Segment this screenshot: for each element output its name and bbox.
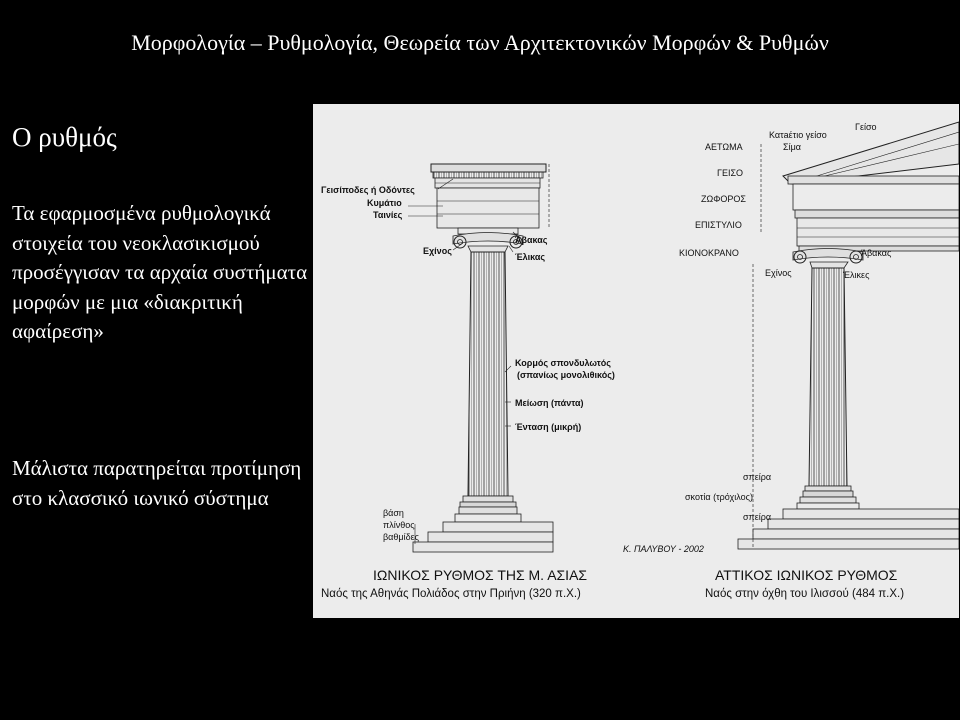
label-kionokrano: ΚΙΟΝΟΚΡΑΝΟ: [679, 248, 739, 258]
label-tainies: Ταινίες: [373, 210, 403, 220]
label-vathmides: βαθμίδες: [383, 532, 419, 542]
label-speira-bottom: σπείρα: [743, 512, 772, 522]
label-epistylio: ΕΠΙΣΤΥΛΙΟ: [695, 220, 742, 230]
author-credit: Κ. ΠΑΛΥΒΟΥ - 2002: [623, 544, 704, 554]
caption-left-title: ΙΩΝΙΚΟΣ ΡΥΘΜΟΣ ΤΗΣ Μ. ΑΣΙΑΣ: [373, 567, 588, 583]
label-geisipodes: Γεισίποδες ή Οδόντες: [321, 185, 415, 195]
paragraph-neoclassicism: Τα εφαρμοσμένα ρυθμολογικά στοιχεία του νεοκλασικισμού προσέγγισαν τα αρχαία συστήματα μορφών με μια «διακριτική αφαίρεση»: [12, 201, 308, 343]
label-meiosi: Μείωση (πάντα): [515, 398, 584, 408]
label-geiso-top: Γείσο: [855, 122, 877, 132]
paragraph-ionic-preference: Μάλιστα παρατηρείται προτίμηση στο κλασσικό ιωνικό σύστημα: [12, 456, 302, 510]
label-echinos-left: Εχίνος: [423, 246, 452, 256]
left-ionic-column: [413, 228, 553, 552]
label-kymatio: Κυμάτιο: [367, 198, 402, 208]
label-vasi: βάση: [383, 508, 404, 518]
slide-subtitle: Ο ρυθμός: [12, 122, 117, 152]
label-speira-top: σπείρα: [743, 472, 772, 482]
label-geiso: ΓΕΙΣΟ: [717, 168, 744, 178]
label-avakas-right: Άβακας: [861, 248, 892, 258]
label-plinthos: πλίνθος: [383, 520, 415, 530]
label-zoforos: ΖΩΦΟΡΟΣ: [701, 194, 746, 204]
ionic-order-figure: [313, 104, 959, 618]
label-kormos: Κορμός σπονδυλωτός: [515, 358, 611, 368]
label-elikas-left: Έλικας: [515, 252, 546, 262]
label-avakas-left: Άβακας: [515, 235, 548, 245]
label-elikes-right: Έλικες: [843, 270, 870, 280]
slide-title: Μορφολογία – Ρυθμολογία, Θεωρεία των Αρχιτεκτονικών Μορφών & Ρυθμών: [131, 30, 829, 55]
label-sima: Σίμα: [783, 142, 801, 152]
label-entasi: Ένταση (μικρή): [515, 422, 582, 432]
label-echinos-right: Εχίνος: [765, 268, 792, 278]
ionic-order-diagram: [313, 104, 959, 618]
label-kormos-note: (σπανίως μονολιθικός): [517, 370, 615, 380]
right-ionic-column: [738, 122, 959, 549]
label-katatio-geiso: Κατaέτιο γείσο: [769, 130, 827, 140]
caption-left-sub: Ναός της Αθηνάς Πολιάδος στην Πριήνη (320 π.Χ.): [321, 588, 581, 600]
left-entablature: [431, 164, 549, 228]
caption-right-title: ΑΤΤΙΚΟΣ ΙΩΝΙΚΟΣ ΡΥΘΜΟΣ: [715, 567, 898, 583]
label-aetoma: ΑΕΤΩΜΑ: [705, 142, 743, 152]
caption-right-sub: Ναός στην όχθη του Ιλισσού (484 π.Χ.): [705, 588, 905, 600]
label-skotia: σκοτία (τρόχιλος): [685, 492, 753, 502]
